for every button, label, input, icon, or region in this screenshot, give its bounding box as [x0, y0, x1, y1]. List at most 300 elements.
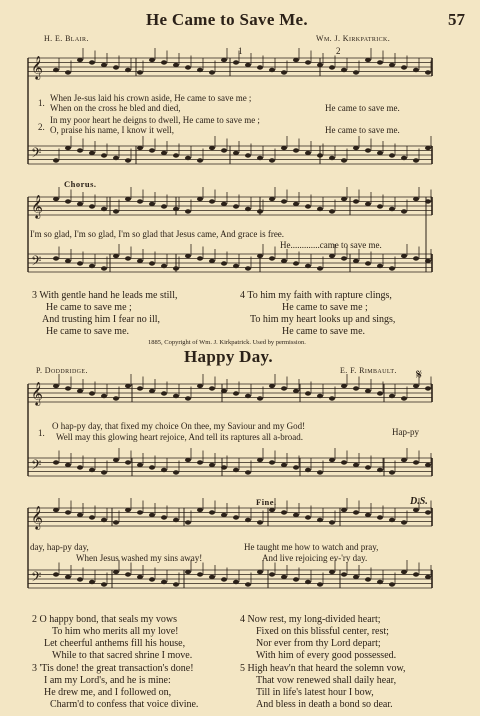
note-head: [269, 197, 275, 201]
note-head: [125, 572, 131, 576]
note-head: [245, 266, 251, 270]
note-head: [137, 463, 143, 467]
note-head: [389, 582, 395, 586]
note-head: [425, 510, 431, 514]
note-head: [101, 63, 107, 67]
note-head: [389, 63, 395, 67]
refrain-fill: He came to save me.: [325, 103, 400, 113]
note-head: [389, 470, 395, 474]
note-head: [221, 202, 227, 206]
note-head: [185, 396, 191, 400]
note-head: [101, 518, 107, 522]
note-head: [305, 468, 311, 472]
hymn2-title: Happy Day.: [184, 347, 273, 366]
note-head: [377, 468, 383, 472]
note-head: [209, 575, 215, 579]
treble-clef-icon: 𝄞: [31, 55, 43, 79]
note-head: [209, 463, 215, 467]
note-head: [101, 470, 107, 474]
note-head: [269, 68, 275, 72]
note-head: [89, 391, 95, 395]
note-head: [197, 158, 203, 162]
note-head: [425, 386, 431, 390]
note-head: [401, 65, 407, 69]
note-head: [257, 65, 263, 69]
chorus-line: When Jesus washed my sins away!: [76, 553, 203, 563]
note-head: [377, 204, 383, 208]
note-head: [161, 151, 167, 155]
note-head: [413, 572, 419, 576]
note-head: [137, 70, 143, 74]
note-head: [77, 261, 83, 265]
note-head: [341, 158, 347, 162]
note-head: [53, 158, 59, 162]
note-head: [221, 513, 227, 517]
note-head: [317, 582, 323, 586]
stanza-line: Fixed on this blissful center, rest;: [256, 626, 389, 637]
note-head: [269, 256, 275, 260]
note-head: [365, 389, 371, 393]
chorus-line: day, hap-py day,: [30, 542, 89, 552]
note-head: [353, 199, 359, 203]
note-head: [101, 266, 107, 270]
note-head: [365, 465, 371, 469]
note-head: [293, 577, 299, 581]
stanza-line: 3 'Tis done! the great transaction's done!: [32, 663, 194, 674]
note-head: [221, 465, 227, 469]
note-head: [185, 209, 191, 213]
note-head: [365, 58, 371, 62]
note-head: [149, 465, 155, 469]
note-head: [281, 386, 287, 390]
note-head: [365, 513, 371, 517]
note-head: [89, 204, 95, 208]
note-head: [161, 391, 167, 395]
hymn1-composer: Wm. J. Kirkpatrick.: [316, 34, 391, 43]
note-head: [413, 384, 419, 388]
note-head: [293, 465, 299, 469]
note-head: [197, 508, 203, 512]
hymn1-author: H. E. Blair.: [44, 34, 89, 43]
note-head: [389, 266, 395, 270]
note-head: [269, 572, 275, 576]
note-head: [401, 209, 407, 213]
note-head: [209, 199, 215, 203]
note-head: [149, 577, 155, 581]
note-head: [149, 148, 155, 152]
note-head: [221, 389, 227, 393]
note-head: [281, 70, 287, 74]
stanza-line: He came to save me ;: [46, 302, 132, 313]
stanza-5: [240, 663, 406, 711]
refrain-fill: He came to save me.: [325, 125, 400, 135]
note-head: [221, 148, 227, 152]
note-head: [89, 60, 95, 64]
stanza-line: He came to save me.: [46, 326, 130, 337]
note-head: [113, 570, 119, 574]
stanza-line: With him of every good possessed.: [256, 650, 397, 661]
note-head: [269, 158, 275, 162]
copyright: 1885, Copyright of Wm. J. Kirkpatrick. Used by permission.: [148, 339, 306, 346]
note-head: [161, 468, 167, 472]
stanza-4: [240, 614, 396, 662]
note-head: [89, 151, 95, 155]
note-head: [245, 63, 251, 67]
note-head: [209, 259, 215, 263]
note-head: [245, 518, 251, 522]
note-head: [65, 70, 71, 74]
stanza-line: 4 Now rest, my long-divided heart;: [240, 614, 381, 625]
stanza-line: While to that sacred shrine I move.: [52, 650, 193, 661]
note-head: [233, 391, 239, 395]
note-head: [317, 207, 323, 211]
note-head: [209, 70, 215, 74]
note-head: [341, 460, 347, 464]
note-head: [293, 389, 299, 393]
stanza-line: Nor ever from thy Lord depart;: [256, 638, 381, 649]
note-head: [377, 151, 383, 155]
note-head: [389, 153, 395, 157]
note-head: [389, 394, 395, 398]
note-head: [281, 259, 287, 263]
note-head: [185, 520, 191, 524]
note-head: [233, 515, 239, 519]
note-head: [161, 264, 167, 268]
note-head: [113, 396, 119, 400]
note-head: [401, 520, 407, 524]
note-head: [305, 580, 311, 584]
note-head: [125, 384, 131, 388]
note-head: [377, 264, 383, 268]
stanza-line: Charm'd to confess that voice divine.: [50, 699, 199, 710]
note-head: [317, 153, 323, 157]
note-head: [257, 396, 263, 400]
note-head: [65, 199, 71, 203]
stanza-line: To him who merits all my love!: [52, 626, 179, 637]
treble-clef-icon: 𝄞: [31, 505, 43, 529]
note-head: [353, 70, 359, 74]
note-head: [377, 60, 383, 64]
note-head: [245, 470, 251, 474]
note-head: [329, 570, 335, 574]
note-head: [257, 209, 263, 213]
note-head: [353, 463, 359, 467]
note-head: [401, 396, 407, 400]
note-head: [425, 575, 431, 579]
note-head: [113, 458, 119, 462]
note-head: [293, 261, 299, 265]
ending-mark-1: 1: [238, 46, 243, 56]
note-head: [233, 204, 239, 208]
note-head: [413, 158, 419, 162]
note-head: [137, 386, 143, 390]
note-head: [317, 394, 323, 398]
note-head: [65, 510, 71, 514]
stanza-line: And bless in death a bond so dear.: [256, 699, 393, 710]
ending-mark-2: 2: [336, 46, 341, 56]
note-head: [77, 148, 83, 152]
chorus-echo: He.............came to save me.: [280, 240, 382, 250]
note-head: [77, 465, 83, 469]
note-head: [353, 386, 359, 390]
note-head: [413, 68, 419, 72]
note-head: [173, 207, 179, 211]
note-head: [365, 261, 371, 265]
note-head: [329, 254, 335, 258]
note-head: [53, 256, 59, 260]
stanza-3: [32, 290, 178, 338]
note-head: [209, 146, 215, 150]
note-head: [341, 508, 347, 512]
bass-clef-icon: 𝄢: [31, 145, 42, 164]
stanza-3: [32, 663, 198, 711]
note-head: [365, 148, 371, 152]
verse-line: O, praise his name, I know it well,: [50, 125, 174, 135]
note-head: [257, 254, 263, 258]
note-head: [53, 384, 59, 388]
note-head: [125, 197, 131, 201]
note-head: [377, 391, 383, 395]
note-head: [257, 520, 263, 524]
note-head: [233, 151, 239, 155]
verse-line: In my poor heart he deigns to dwell, He came to save me ;: [50, 115, 260, 125]
note-head: [185, 65, 191, 69]
note-head: [161, 580, 167, 584]
note-head: [53, 68, 59, 72]
note-head: [65, 575, 71, 579]
note-head: [149, 58, 155, 62]
note-head: [161, 60, 167, 64]
note-head: [125, 158, 131, 162]
stanza-line: Till in life's latest hour I bow,: [256, 687, 374, 698]
note-head: [149, 261, 155, 265]
stanza-line: He came to save me ;: [282, 302, 368, 313]
note-head: [101, 153, 107, 157]
note-head: [353, 146, 359, 150]
note-head: [65, 146, 71, 150]
note-head: [341, 256, 347, 260]
note-head: [281, 463, 287, 467]
note-head: [173, 266, 179, 270]
note-head: [317, 266, 323, 270]
note-head: [329, 520, 335, 524]
note-head: [293, 202, 299, 206]
note-head: [233, 60, 239, 64]
note-head: [257, 156, 263, 160]
hymn2-author: P. Doddridge.: [36, 366, 88, 375]
note-head: [269, 384, 275, 388]
note-head: [161, 515, 167, 519]
note-head: [401, 254, 407, 258]
note-head: [173, 470, 179, 474]
note-head: [425, 70, 431, 74]
hymn2-composer: E. F. Rimbault.: [340, 366, 397, 375]
verse-line: When Je-sus laid his crown aside, He came to save me ;: [50, 93, 252, 103]
note-head: [53, 572, 59, 576]
note-head: [173, 394, 179, 398]
note-head: [281, 199, 287, 203]
note-head: [413, 197, 419, 201]
note-head: [101, 394, 107, 398]
note-head: [113, 156, 119, 160]
note-head: [89, 264, 95, 268]
note-head: [401, 156, 407, 160]
verse-line: O hap-py day, that fixed my choice On thee, my Saviour and my God!: [52, 421, 306, 431]
note-head: [197, 384, 203, 388]
note-head: [77, 58, 83, 62]
note-head: [293, 58, 299, 62]
note-head: [149, 202, 155, 206]
note-head: [209, 386, 215, 390]
note-head: [413, 508, 419, 512]
note-head: [329, 458, 335, 462]
note-head: [425, 463, 431, 467]
note-head: [161, 204, 167, 208]
bass-clef-icon: 𝄢: [31, 457, 42, 476]
note-head: [305, 60, 311, 64]
note-head: [281, 146, 287, 150]
note-head: [281, 575, 287, 579]
fine-mark: Fine.: [256, 497, 277, 507]
note-head: [341, 384, 347, 388]
segno-sign: 𝄋: [416, 368, 423, 383]
note-head: [101, 582, 107, 586]
note-head: [317, 470, 323, 474]
note-head: [329, 65, 335, 69]
note-head: [377, 580, 383, 584]
ds-mark: D.S.: [410, 496, 428, 507]
note-head: [353, 575, 359, 579]
note-head: [305, 391, 311, 395]
note-head: [305, 204, 311, 208]
note-head: [245, 207, 251, 211]
note-head: [125, 460, 131, 464]
note-head: [53, 197, 59, 201]
note-head: [233, 468, 239, 472]
note-head: [89, 468, 95, 472]
note-head: [173, 63, 179, 67]
note-head: [269, 508, 275, 512]
note-head: [89, 515, 95, 519]
note-head: [341, 197, 347, 201]
note-head: [425, 146, 431, 150]
bass-clef-icon: 𝄢: [31, 253, 42, 272]
note-head: [53, 460, 59, 464]
note-head: [221, 58, 227, 62]
note-head: [245, 153, 251, 157]
chorus-line: He taught me how to watch and pray,: [244, 542, 379, 552]
note-head: [281, 510, 287, 514]
note-head: [389, 207, 395, 211]
stanza-line: Let cheerful anthems fill his house,: [44, 638, 186, 649]
note-head: [245, 582, 251, 586]
stanza-line: 4 To him my faith with rapture clings,: [240, 290, 392, 301]
stanza-line: And trusting him I fear no ill,: [42, 314, 161, 325]
note-head: [77, 389, 83, 393]
note-head: [137, 575, 143, 579]
note-head: [353, 259, 359, 263]
note-head: [173, 153, 179, 157]
verse-number: 2.: [38, 122, 45, 132]
note-head: [293, 513, 299, 517]
note-head: [149, 389, 155, 393]
note-head: [77, 202, 83, 206]
stanza-line: He drew me, and I followed on,: [44, 687, 172, 698]
page-number: 57: [448, 10, 465, 29]
note-head: [65, 259, 71, 263]
note-head: [185, 254, 191, 258]
note-head: [197, 197, 203, 201]
note-head: [341, 572, 347, 576]
note-head: [65, 463, 71, 467]
verse-line: Well may this glowing heart rejoice, And tell its raptures all a-broad.: [56, 432, 303, 442]
note-head: [413, 460, 419, 464]
note-head: [197, 572, 203, 576]
note-head: [401, 570, 407, 574]
note-head: [317, 518, 323, 522]
note-head: [317, 63, 323, 67]
note-head: [185, 458, 191, 462]
note-head: [89, 580, 95, 584]
note-head: [125, 256, 131, 260]
note-head: [257, 570, 263, 574]
note-head: [305, 264, 311, 268]
note-head: [221, 261, 227, 265]
note-head: [209, 510, 215, 514]
note-head: [173, 518, 179, 522]
note-head: [269, 460, 275, 464]
note-head: [113, 520, 119, 524]
note-head: [197, 460, 203, 464]
note-head: [413, 256, 419, 260]
note-head: [221, 577, 227, 581]
note-head: [329, 396, 335, 400]
note-head: [101, 207, 107, 211]
note-head: [329, 209, 335, 213]
note-head: [305, 151, 311, 155]
stanza-line: 2 O happy bond, that seals my vows: [32, 614, 177, 625]
note-head: [125, 508, 131, 512]
note-head: [77, 513, 83, 517]
note-head: [137, 199, 143, 203]
note-head: [245, 394, 251, 398]
verse-line: When on the cross he bled and died,: [50, 103, 181, 113]
note-head: [365, 577, 371, 581]
stanza-line: To him my heart looks up and sings,: [250, 314, 396, 325]
treble-clef-icon: 𝄞: [31, 381, 43, 405]
note-head: [233, 580, 239, 584]
treble-clef-icon: 𝄞: [31, 194, 43, 218]
stanza-line: I am my Lord's, and he is mine:: [44, 675, 171, 686]
stanza-4: [240, 290, 395, 338]
chorus-line: And live rejoicing ev-'ry day.: [262, 553, 368, 563]
note-head: [305, 515, 311, 519]
note-head: [77, 577, 83, 581]
verse-number: 1.: [38, 428, 45, 438]
note-head: [389, 518, 395, 522]
note-head: [329, 156, 335, 160]
note-head: [113, 65, 119, 69]
note-head: [65, 386, 71, 390]
note-head: [185, 156, 191, 160]
note-head: [365, 202, 371, 206]
stanza-line: He came to save me.: [282, 326, 366, 337]
note-head: [173, 582, 179, 586]
note-head: [53, 508, 59, 512]
note-head: [125, 68, 131, 72]
verse-number: 1.: [38, 98, 45, 108]
note-head: [137, 259, 143, 263]
